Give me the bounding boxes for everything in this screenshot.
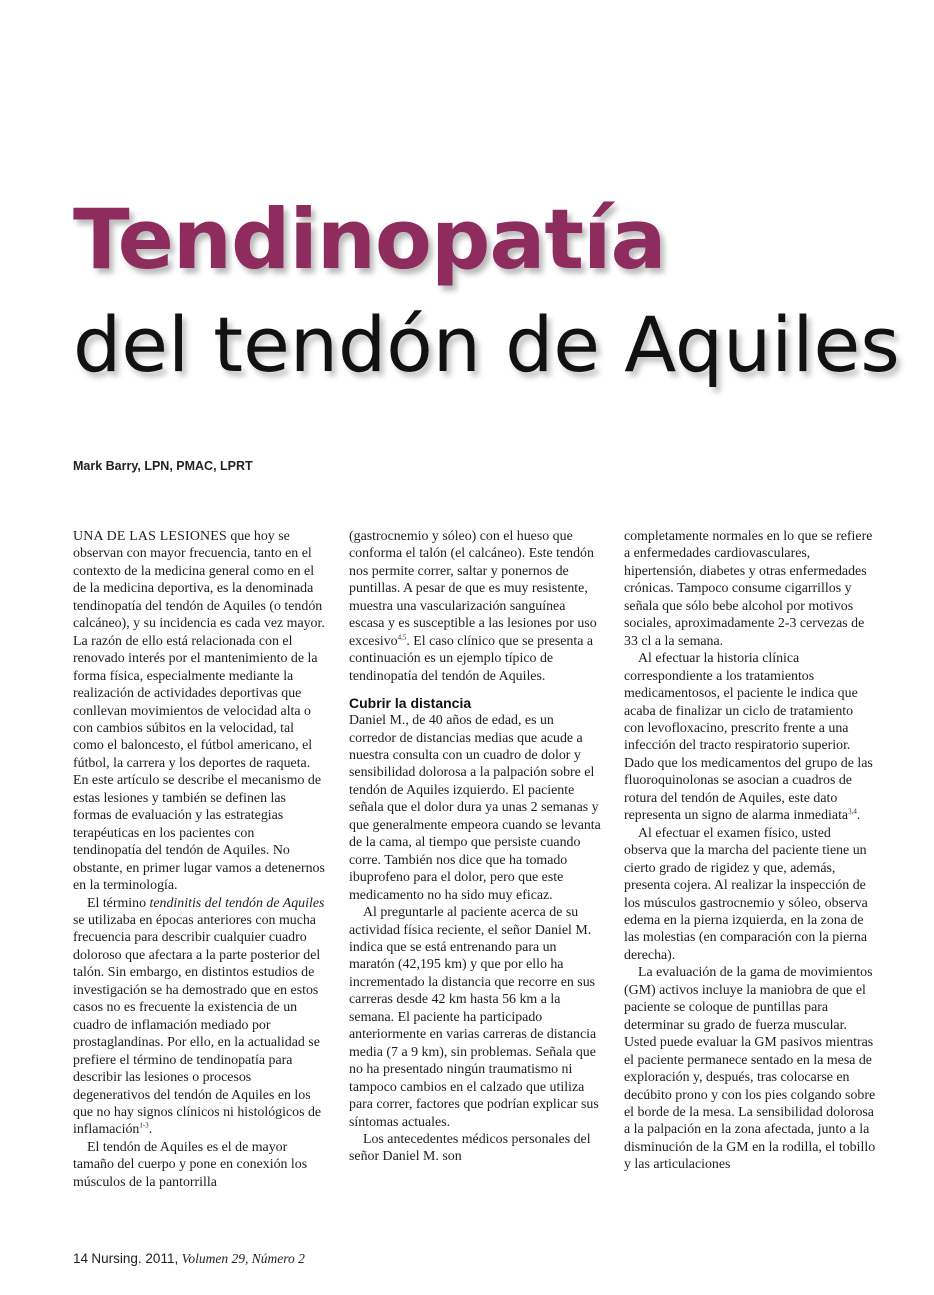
paragraph: completamente normales en lo que se refiere a enfermedades cardiovasculares, hipertensión, diabetes y otras enfermedades crónicas. Tampoco consume cigarrillos y señala que sólo bebe alcohol por motivos sociales, aproximadamente 2-3 cervezas de 33 cl a la semana.: [624, 529, 873, 649]
paragraph: [73, 895, 325, 1139]
paragraph: La evaluación de la gama de movimientos (GM) activos incluye la maniobra de que el paciente se coloque de puntillas para determinar su grado de fuerza muscular. Usted puede evaluar la GM pasivos mientras el paciente permanece sentado en la mesa de exploración y, después, tras colocarse en decúbito prono y con los pies colgando sobre el borde de la mesa. La sensibilidad dolorosa a la palpación en la zona afectada, junto a la disminución de la GM en la rodilla, el tobillo y las articulaciones: [624, 965, 876, 1173]
page-number: 14: [73, 1251, 89, 1266]
paragraph-text: El término: [87, 895, 150, 911]
paragraph-text: (gastrocnemio y sóleo) con el hueso que conforma el talón (el calcáneo). Este tendón nos permite correr, saltar y ponernos de puntillas. A pesar de que es muy resistente, muestra una vascularización sanguínea escasa y es susceptible a las lesiones por uso excesivo: [349, 529, 597, 649]
paragraph: Al efectuar el examen físico, usted observa que la marcha del paciente tiene un cierto grado de rigidez y que, además, presenta cojera. Al realizar la inspección de los músculos gastrocnemio y sóleo, observa edema en la pierna izquierda, en la zona de las molestias (en comparación con la pierna derecha).: [624, 825, 868, 963]
paragraph: [73, 528, 325, 895]
page-footer: [73, 1251, 305, 1267]
article-title: Tendinopatía: [73, 191, 666, 288]
paragraph: [624, 650, 876, 825]
volume-info: Volumen 29, Número 2: [181, 1251, 305, 1266]
magazine-name: Nursing. 2011,: [91, 1251, 179, 1266]
paragraph: El tendón de Aquiles es el de mayor tamaño del cuerpo y pone en conexión los músculos de la pantorrilla: [73, 1139, 308, 1190]
paragraph-text: .: [148, 1122, 153, 1138]
text-column-3: [624, 528, 876, 1233]
paragraph: Los antecedentes médicos personales del señor Daniel M. son: [349, 1131, 591, 1165]
text-column-1: [73, 528, 325, 1233]
paragraph-text: . El caso clínico que se presenta a continuación es un ejemplo típico de tendinopatía del tendón de Aquiles.: [349, 633, 594, 684]
paragraph-text: Al efectuar la historia clínica correspondiente a los tratamientos medicamentosos, el paciente le indica que acaba de finalizar un ciclo de tratamiento con levofloxacino, prescrito frente a una infección del tracto respiratorio superior. Dado que los medicamentos del grupo de las fluoroquinolonas se asocian a cuadros de rotura del tendón de Aquiles, este dato representa un signo de alarma inmediata: [624, 651, 873, 824]
reference-mark: 4,5: [397, 633, 407, 642]
emphasis-term: tendinitis del tendón de Aquiles: [149, 895, 325, 911]
paragraph: Al preguntarle al paciente acerca de su actividad física reciente, el señor Daniel M. indica que se está entrenando para un maratón (42,195 km) y que por ello ha incrementado la distancia que recorre en sus carreras desde 42 km hasta 56 km a la semana. El paciente ha participado anteriormente en varias carreras de distancia media (7 a 9 km), sin problemas. Señala que no ha presentado ningún traumatismo ni tampoco cambios en el calzado que utiliza para correr, factores que podrían explicar sus síntomas actuales.: [349, 905, 599, 1130]
reference-mark: 1-3: [139, 1121, 149, 1130]
paragraph: Daniel M., de 40 años de edad, es un corredor de distancias medias que acude a nuestra consulta con un cuadro de dolor y sensibilidad dolorosa a la palpación sobre el tendón de Aquiles izquierdo. El paciente señala que el dolor dura ya unas 2 semanas y que generalmente empeora cuando se levanta de la cama, al tiempo que persiste cuando corre. También nos dice que ha tomado ibuprofeno para el dolor, pero que este medicamento no ha sido muy eficaz.: [349, 713, 601, 903]
reference-mark: 3,4: [848, 807, 857, 816]
author-byline: Mark Barry, LPN, PMAC, LPRT: [73, 459, 253, 473]
lead-in: UNA DE LAS LESIONES: [73, 529, 227, 544]
paragraph-text: .: [856, 808, 861, 824]
paragraph-text: que hoy se observan con mayor frecuencia, tanto en el contexto de la medicina general como en el de la medicina deportiva, es la denominada tendinopatía del tendón de Aquiles (o tendón calcáneo), y su incidencia es cada vez mayor. La razón de ello está relacionada con el renovado interés por el mantenimiento de la forma física, especialmente mediante la realización de actividades deportivas que conllevan movimientos de velocidad alta o con cambios súbitos en la velocidad, tal como el baloncesto, el fútbol americano, el fútbol, la carrera y los deportes de raqueta. En este artículo se describe el mecanismo de estas lesiones y también se definen las formas de evaluación y las estrategias terapéuticas en los pacientes con tendinopatía del tendón de Aquiles. No obstante, en primer lugar vamos a detenernos en la terminología.: [73, 529, 325, 894]
section-heading: Cubrir la distancia: [349, 695, 472, 712]
paragraph-text: se utilizaba en épocas anteriores con mucha frecuencia para describir cualquier cuadro doloroso que afectara a la parte posterior del talón. Sin embargo, en distintos estudios de investigación se ha demostrado que en estos casos no es frecuente la existencia de un cuadro de inflamación mediado por prostaglandinas. Por ello, en la actualidad se prefiere el término de tendinopatía para describir las lesiones o procesos degenerativos del tendón de Aquiles en los que no hay signos clínicos ni histológicos de inflamación: [73, 912, 322, 1138]
text-column-2: [349, 528, 601, 1233]
article-subtitle: del tendón de Aquiles: [73, 300, 900, 389]
paragraph: [349, 528, 601, 685]
